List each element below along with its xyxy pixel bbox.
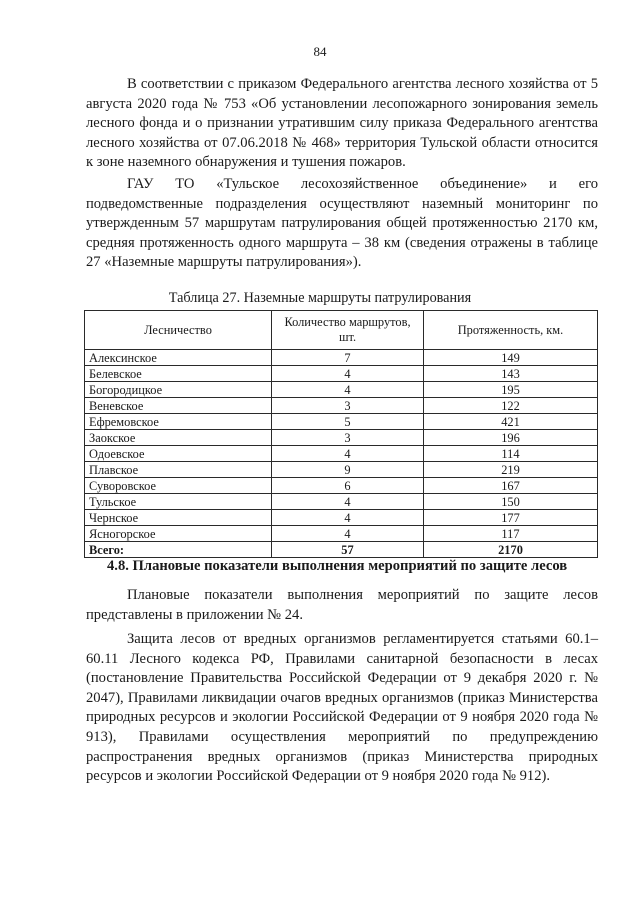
cell-route-count: 6 (272, 478, 424, 494)
cell-forestry: Богородицкое (85, 382, 272, 398)
cell-length: 114 (424, 446, 598, 462)
cell-total-route-count: 57 (272, 542, 424, 558)
cell-length: 150 (424, 494, 598, 510)
page-number: 84 (313, 44, 327, 59)
paragraph-zoning: В соответствии с приказом Федерального агентства лесного хозяйства от 5 августа 2020 года № 753 «Об установлении лесопожарного зонирования земель лесного фонда и о признании утратившим силу приказа Федерального агентства лесного хозяйства от 07.06.2018 № 468» территория Тульской области относится к зоне наземного обнаружения и тушения пожаров. (86, 76, 598, 171)
cell-route-count: 9 (272, 462, 424, 478)
header-route-count: Количество маршрутов, шт. (272, 311, 424, 350)
table-row (85, 494, 598, 510)
header-forestry: Лесничество (85, 311, 272, 350)
table-header-row (85, 311, 598, 350)
table-row (85, 366, 598, 382)
cell-length: 167 (424, 478, 598, 494)
cell-length: 143 (424, 366, 598, 382)
cell-length: 149 (424, 350, 598, 366)
table-row (85, 478, 598, 494)
cell-total-label: Всего: (85, 542, 272, 558)
table-total-row (85, 542, 598, 558)
cell-forestry: Заокское (85, 430, 272, 446)
table-row (85, 382, 598, 398)
cell-route-count: 4 (272, 510, 424, 526)
cell-forestry: Алексинское (85, 350, 272, 366)
table-row (85, 526, 598, 542)
cell-route-count: 3 (272, 430, 424, 446)
cell-route-count: 5 (272, 414, 424, 430)
cell-length: 195 (424, 382, 598, 398)
table-row (85, 510, 598, 526)
paragraph-monitoring: ГАУ ТО «Тульское лесохозяйственное объединение» и его подведомственные подразделения осуществляют наземный мониторинг по утвержденным 57 маршрутам патрулирования общей протяженностью 2170 км, средняя протяженность одного маршрута – 38 км (сведения отражены в таблице 27 «Наземные маршруты патрулирования»). (86, 176, 598, 271)
cell-forestry: Тульское (85, 494, 272, 510)
cell-route-count: 3 (272, 398, 424, 414)
cell-length: 122 (424, 398, 598, 414)
table-row (85, 414, 598, 430)
cell-length: 177 (424, 510, 598, 526)
cell-forestry: Ефремовское (85, 414, 272, 430)
cell-length: 219 (424, 462, 598, 478)
cell-route-count: 4 (272, 446, 424, 462)
cell-route-count: 4 (272, 494, 424, 510)
paragraph-forest-protection: Защита лесов от вредных организмов регламентируется статьями 60.1–60.11 Лесного кодекса РФ, Правилами санитарной безопасности в лесах (постановление Правительства Российской Федерации от 9 декабря 2020 г. № 2047), Правилами ликвидации очагов вредных организмов (приказ Министерства природных ресурсов и экологии Российской Федерации от 9 ноября 2020 года № 913), Правилами осуществления мероприятий по предупреждению распространения вредных организмов (приказ Министерства природных ресурсов и экологии Российской Федерации от 9 ноября 2020 года № 912). (86, 631, 598, 785)
table-row (85, 462, 598, 478)
table-row (85, 350, 598, 366)
cell-length: 421 (424, 414, 598, 430)
table-body (85, 350, 598, 558)
table-row (85, 398, 598, 414)
cell-length: 196 (424, 430, 598, 446)
table-row (85, 430, 598, 446)
cell-total-length: 2170 (424, 542, 598, 558)
cell-forestry: Белевское (85, 366, 272, 382)
table-caption: Таблица 27. Наземные маршруты патрулирования (168, 290, 472, 306)
cell-route-count: 4 (272, 526, 424, 542)
cell-forestry: Веневское (85, 398, 272, 414)
cell-forestry: Суворовское (85, 478, 272, 494)
cell-forestry: Плавское (85, 462, 272, 478)
header-length: Протяженность, км. (424, 311, 598, 350)
cell-length: 117 (424, 526, 598, 542)
cell-forestry: Одоевское (85, 446, 272, 462)
paragraph-planned-indicators: Плановые показатели выполнения мероприятий по защите лесов представлены в приложении № 24. (86, 587, 598, 623)
cell-forestry: Ясногорское (85, 526, 272, 542)
cell-route-count: 4 (272, 366, 424, 382)
patrol-routes-table (84, 310, 598, 558)
cell-route-count: 4 (272, 382, 424, 398)
table-row (85, 446, 598, 462)
cell-forestry: Чернское (85, 510, 272, 526)
cell-route-count: 7 (272, 350, 424, 366)
section-heading: 4.8. Плановые показатели выполнения мероприятий по защите лесов (107, 558, 568, 574)
